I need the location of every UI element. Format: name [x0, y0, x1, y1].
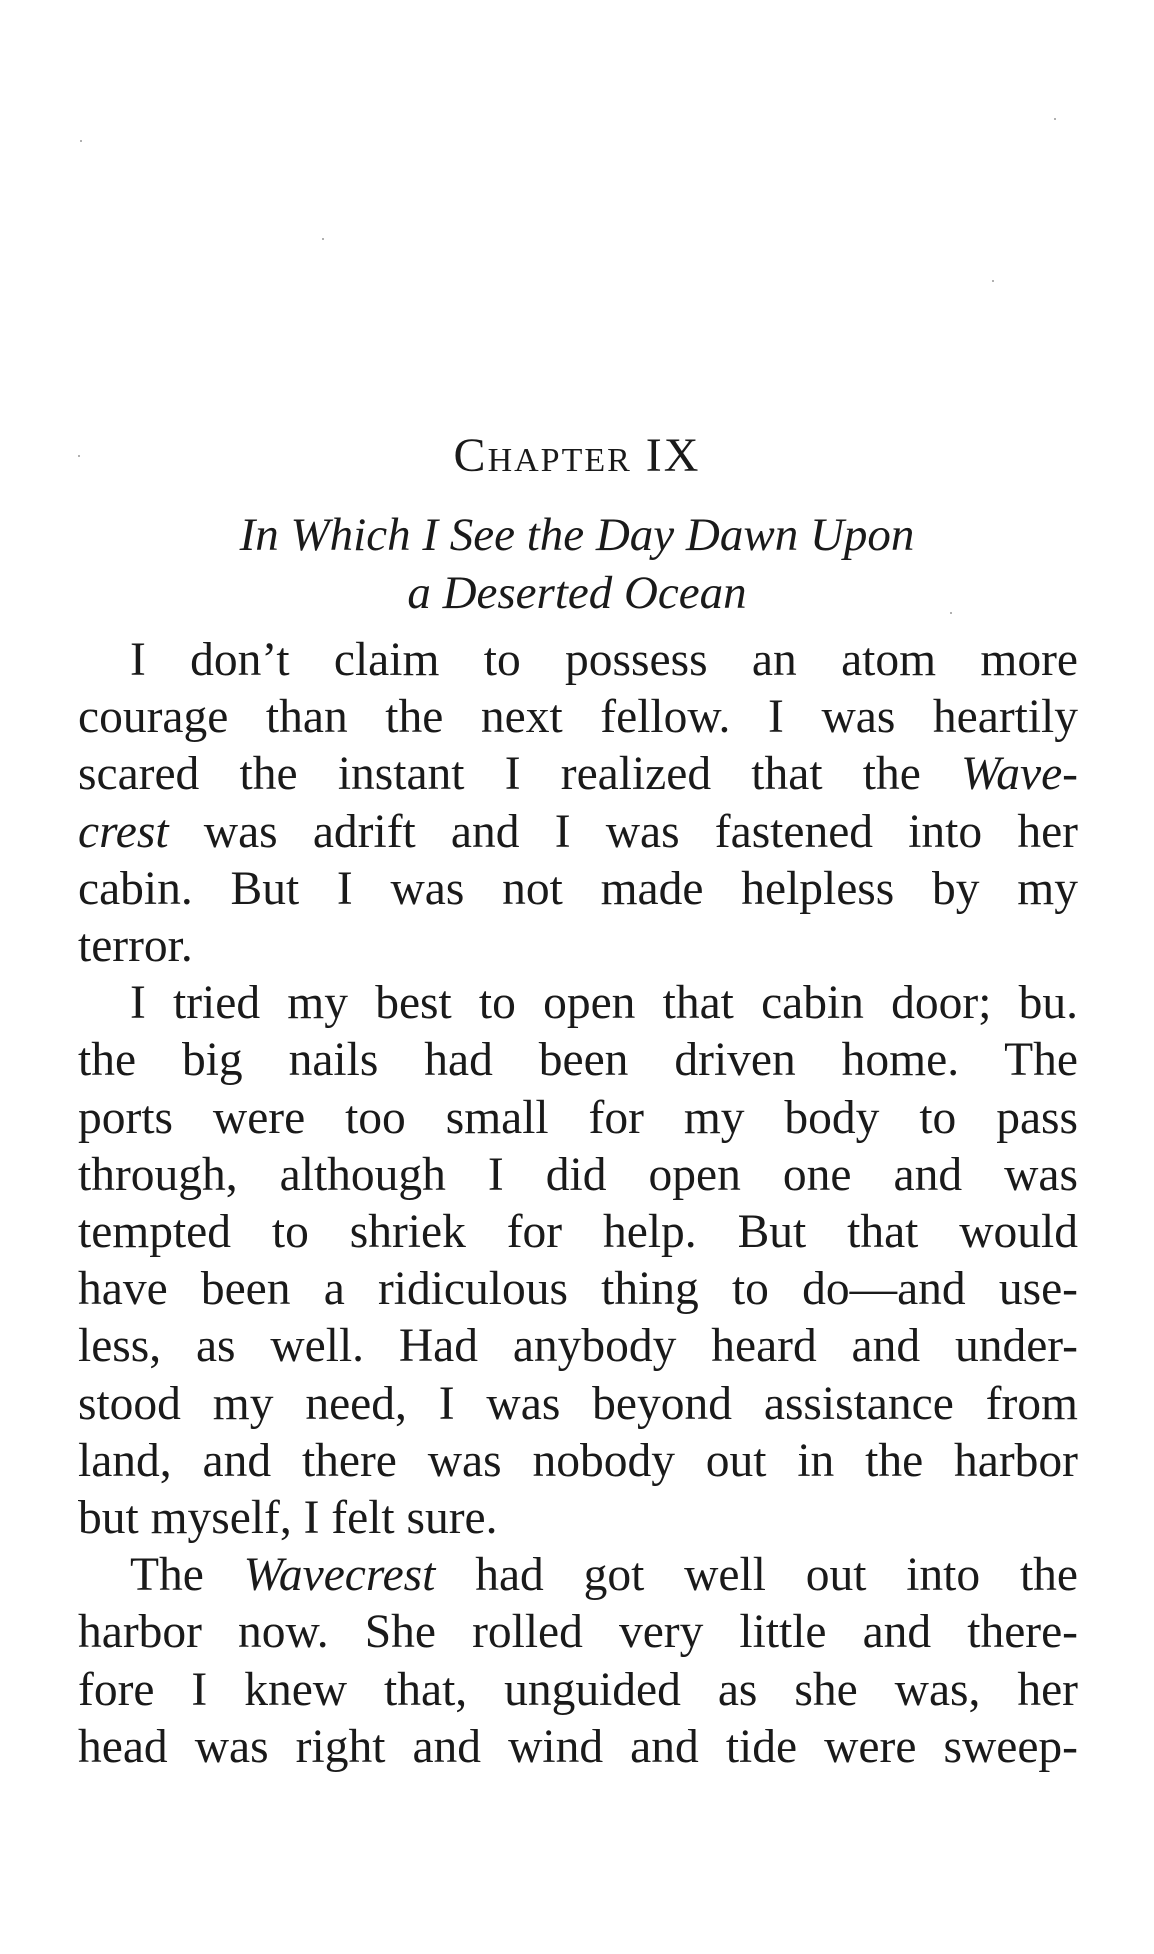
text-span: terror.	[78, 920, 193, 973]
chapter-heading	[0, 429, 1154, 482]
text-line	[78, 1032, 1078, 1089]
text-line	[78, 1204, 1078, 1261]
text-span: scared the instant I realized that the	[78, 748, 962, 801]
chapter-label: Chapter IX	[453, 429, 701, 482]
chapter-title-line: a Deserted Ocean	[407, 567, 747, 619]
text-line	[78, 1090, 1078, 1147]
text-line	[78, 1147, 1078, 1204]
text-line	[78, 1547, 1078, 1604]
text-span: courage than the next fellow. I was heartily	[78, 691, 1078, 744]
text-line	[78, 1261, 1078, 1318]
text-line	[78, 1376, 1078, 1433]
ship-name-italic: crest	[78, 805, 169, 858]
text-line	[78, 918, 1078, 975]
scan-speck	[1054, 118, 1056, 120]
text-span: less, as well. Had anybody heard and under-	[78, 1320, 1078, 1373]
chapter-title	[0, 506, 1154, 622]
text-span: through, although I did open one and was	[78, 1148, 1078, 1201]
text-span: The	[130, 1549, 244, 1602]
text-span: tempted to shriek for help. But that would	[78, 1206, 1078, 1259]
text-span: fore I knew that, unguided as she was, her	[78, 1663, 1078, 1716]
text-line	[78, 632, 1078, 689]
text-span: I don’t claim to possess an atom more	[130, 634, 1078, 686]
ship-name-italic: Wave-	[961, 748, 1078, 801]
text-span: ports were too small for my body to pass	[78, 1091, 1078, 1144]
text-span: cabin. But I was not made helpless by my	[78, 862, 1078, 915]
text-line	[78, 804, 1078, 861]
scan-speck	[78, 455, 80, 457]
text-line	[78, 1318, 1078, 1375]
text-line	[78, 1719, 1078, 1776]
scan-speck	[950, 612, 952, 614]
text-line	[78, 861, 1078, 918]
text-line	[78, 1604, 1078, 1661]
ship-name-italic: Wavecrest	[243, 1549, 436, 1602]
body-text	[78, 632, 1078, 1776]
text-line	[78, 689, 1078, 746]
text-span: have been a ridiculous thing to do—and use-	[78, 1263, 1078, 1316]
scan-speck	[80, 140, 82, 142]
text-line	[78, 746, 1078, 803]
text-line	[78, 975, 1078, 1032]
text-line	[78, 1490, 1078, 1547]
text-span: stood my need, I was beyond assistance from	[78, 1377, 1078, 1430]
text-span: land, and there was nobody out in the harbor	[78, 1434, 1078, 1487]
scan-speck	[992, 280, 994, 282]
text-line	[78, 1433, 1078, 1490]
paragraph	[78, 632, 1078, 975]
text-span: I tried my best to open that cabin door; bu.	[130, 977, 1078, 1030]
text-span: was adrift and I was fastened into her	[168, 805, 1078, 858]
paragraph	[78, 975, 1078, 1547]
text-span: harbor now. She rolled very little and there-	[78, 1606, 1078, 1659]
paragraph	[78, 1547, 1078, 1776]
text-span: had got well out into the	[435, 1549, 1078, 1602]
text-span: the big nails had been driven home. The	[78, 1034, 1078, 1087]
text-span: but myself, I felt sure.	[78, 1492, 498, 1545]
text-span: head was right and wind and tide were sweep-	[78, 1720, 1078, 1773]
text-line	[78, 1662, 1078, 1719]
chapter-title-line: In Which I See the Day Dawn Upon	[239, 509, 915, 561]
scan-speck	[322, 238, 324, 240]
